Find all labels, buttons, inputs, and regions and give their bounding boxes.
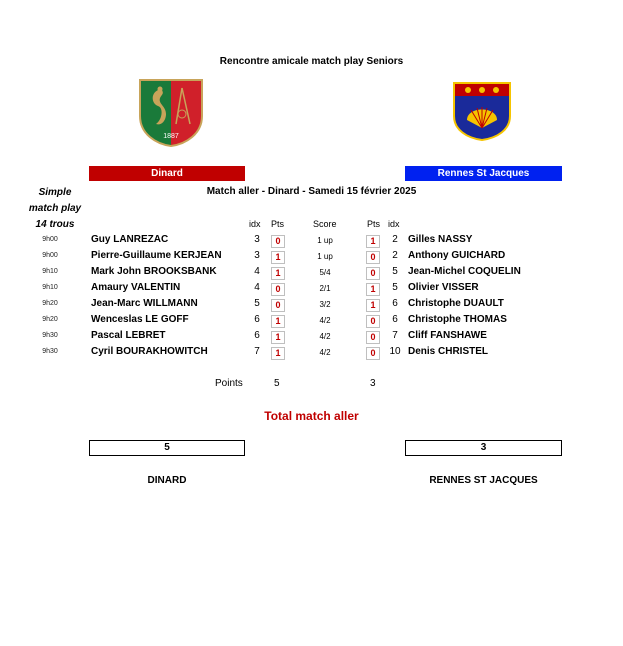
idx-dinard: 3 — [254, 250, 260, 261]
team-bar-rennes: Rennes St Jacques — [405, 166, 562, 181]
match-time: 9h20 — [42, 300, 58, 307]
idx-rennes: 7 — [392, 330, 398, 341]
dinard-logo — [136, 76, 206, 148]
player-dinard: Guy LANREZAC — [91, 234, 169, 245]
match-score: 4/2 — [319, 348, 331, 357]
player-rennes: Jean-Michel COQUELIN — [408, 266, 521, 277]
idx-rennes: 6 — [392, 314, 398, 325]
dinard-shield-icon — [136, 76, 206, 148]
pts-rennes: 0 — [366, 315, 380, 328]
idx-dinard: 4 — [254, 266, 260, 277]
match-subtitle: Match aller - Dinard - Samedi 15 février 2025 — [206, 186, 417, 197]
header-idx-right: idx — [388, 219, 400, 229]
header-score: Score — [313, 219, 337, 229]
total-title: Total match aller — [264, 409, 359, 423]
match-time: 9h30 — [42, 332, 58, 339]
match-score: 1 up — [317, 236, 333, 245]
format-line-2: match play — [28, 203, 82, 214]
pts-dinard: 1 — [271, 347, 285, 360]
total-dinard: 5 — [89, 440, 245, 456]
player-dinard: Amaury VALENTIN — [91, 282, 181, 293]
total-rennes: 3 — [405, 440, 562, 456]
pts-rennes: 1 — [366, 283, 380, 296]
page-title: Rencontre amicale match play Seniors — [219, 56, 404, 67]
pts-rennes: 0 — [366, 331, 380, 344]
pts-dinard: 1 — [271, 267, 285, 280]
player-rennes: Cliff FANSHAWE — [408, 330, 487, 341]
idx-dinard: 5 — [254, 298, 260, 309]
idx-rennes: 2 — [392, 234, 398, 245]
pts-dinard: 1 — [271, 251, 285, 264]
idx-dinard: 6 — [254, 314, 260, 325]
match-time: 9h10 — [42, 268, 58, 275]
player-rennes: Denis CHRISTEL — [408, 346, 489, 357]
points-left: 5 — [274, 378, 280, 389]
team-bar-dinard: Dinard — [89, 166, 245, 181]
match-time: 9h10 — [42, 284, 58, 291]
pts-rennes: 0 — [366, 267, 380, 280]
logo-year: 1887 — [163, 133, 179, 140]
pts-dinard: 1 — [271, 315, 285, 328]
pts-dinard: 0 — [271, 299, 285, 312]
match-time: 9h00 — [42, 252, 58, 259]
idx-rennes: 5 — [392, 282, 398, 293]
player-dinard: Jean-Marc WILLMANN — [91, 298, 198, 309]
idx-rennes: 6 — [392, 298, 398, 309]
match-score: 2/1 — [319, 284, 331, 293]
match-time: 9h30 — [42, 348, 58, 355]
header-idx-left: idx — [249, 219, 261, 229]
idx-rennes: 2 — [392, 250, 398, 261]
match-score: 4/2 — [319, 332, 331, 341]
points-right: 3 — [370, 378, 376, 389]
points-label: Points — [215, 378, 243, 389]
player-dinard: Cyril BOURAKHOWITCH — [91, 346, 208, 357]
header-pts-right: Pts — [367, 219, 381, 229]
idx-rennes: 5 — [392, 266, 398, 277]
match-score: 3/2 — [319, 300, 331, 309]
pts-rennes: 0 — [366, 251, 380, 264]
match-time: 9h20 — [42, 316, 58, 323]
player-dinard: Wenceslas LE GOFF — [91, 314, 189, 325]
player-rennes: Anthony GUICHARD — [408, 250, 506, 261]
format-line-3: 14 trous — [35, 219, 75, 230]
idx-rennes: 10 — [389, 346, 401, 357]
player-dinard: Pierre-Guillaume KERJEAN — [91, 250, 222, 261]
player-dinard: Mark John BROOKSBANK — [91, 266, 217, 277]
player-rennes: Christophe DUAULT — [408, 298, 504, 309]
match-score: 5/4 — [319, 268, 331, 277]
pts-dinard: 1 — [271, 331, 285, 344]
idx-dinard: 7 — [254, 346, 260, 357]
rennes-logo — [451, 80, 513, 142]
player-dinard: Pascal LEBRET — [91, 330, 166, 341]
idx-dinard: 6 — [254, 330, 260, 341]
player-rennes: Olivier VISSER — [408, 282, 479, 293]
team-label-rennes: RENNES ST JACQUES — [429, 475, 538, 486]
team-label-dinard: DINARD — [147, 475, 187, 486]
idx-dinard: 3 — [254, 234, 260, 245]
pts-rennes: 0 — [366, 347, 380, 360]
match-time: 9h00 — [42, 236, 58, 243]
match-score: 4/2 — [319, 316, 331, 325]
player-rennes: Christophe THOMAS — [408, 314, 507, 325]
pts-rennes: 1 — [366, 235, 380, 248]
pts-rennes: 1 — [366, 299, 380, 312]
player-rennes: Gilles NASSY — [408, 234, 473, 245]
rennes-shield-icon — [451, 80, 513, 142]
format-line-1: Simple — [38, 187, 72, 198]
pts-dinard: 0 — [271, 283, 285, 296]
header-pts-left: Pts — [271, 219, 285, 229]
pts-dinard: 0 — [271, 235, 285, 248]
idx-dinard: 4 — [254, 282, 260, 293]
match-score: 1 up — [317, 252, 333, 261]
